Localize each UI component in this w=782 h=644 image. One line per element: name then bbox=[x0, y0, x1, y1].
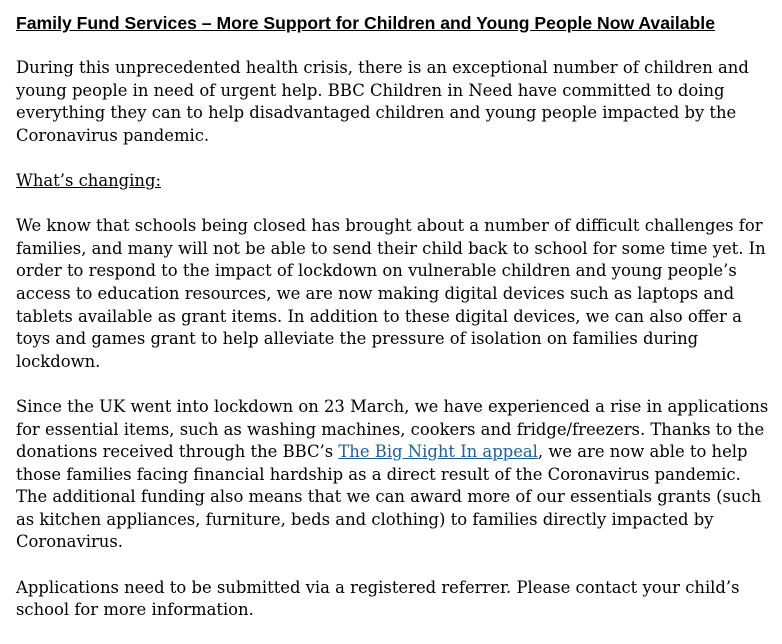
paragraph-text-after-link: , we are now able to help those families facing financial hardship as a direct result of the Coronavirus pandemic. The additional funding also means that we can award more of our essentials grants (such as kitchen appliances, furniture, beds and clothing) to families directly impacted by Coronavirus. bbox=[16, 442, 762, 552]
big-night-in-appeal-link[interactable]: The Big Night In appeal bbox=[338, 442, 538, 462]
document-body bbox=[16, 11, 776, 644]
changes-paragraph: We know that schools being closed has brought about a number of difficult challenges for families, and many will not be able to send their child back to school for some time yet. In order to respond to the impact of lockdown on vulnerable children and young people’s access to education resources, we are now making digital devices such as laptops and tablets available as grant items. In addition to these digital devices, we can also offer a toys and games grant to help alleviate the pressure of isolation on families during lockdown. bbox=[16, 216, 766, 371]
intro-paragraph: During this unprecedented health crisis, there is an exceptional number of children and young people in need of urgent help. BBC Children in Need have committed to doing everything they can to help disadvantaged children and young people impacted by the Coronavirus pandemic. bbox=[16, 58, 749, 145]
paragraph-text-before-link: Since the UK went into lockdown on 23 March, we have experienced a rise in applications for essential items, such as washing machines, cookers and fridge/freezers. Thanks to the donations received through the BBC’s bbox=[16, 396, 769, 462]
referrer-paragraph: Applications need to be submitted via a registered referrer. Please contact your child’s school for more information. bbox=[16, 577, 740, 620]
section-heading: What’s changing: bbox=[16, 170, 161, 190]
applications-rise-paragraph bbox=[16, 396, 776, 554]
document-title: Family Fund Services – More Support for Children and Young People Now Available bbox=[16, 13, 715, 33]
